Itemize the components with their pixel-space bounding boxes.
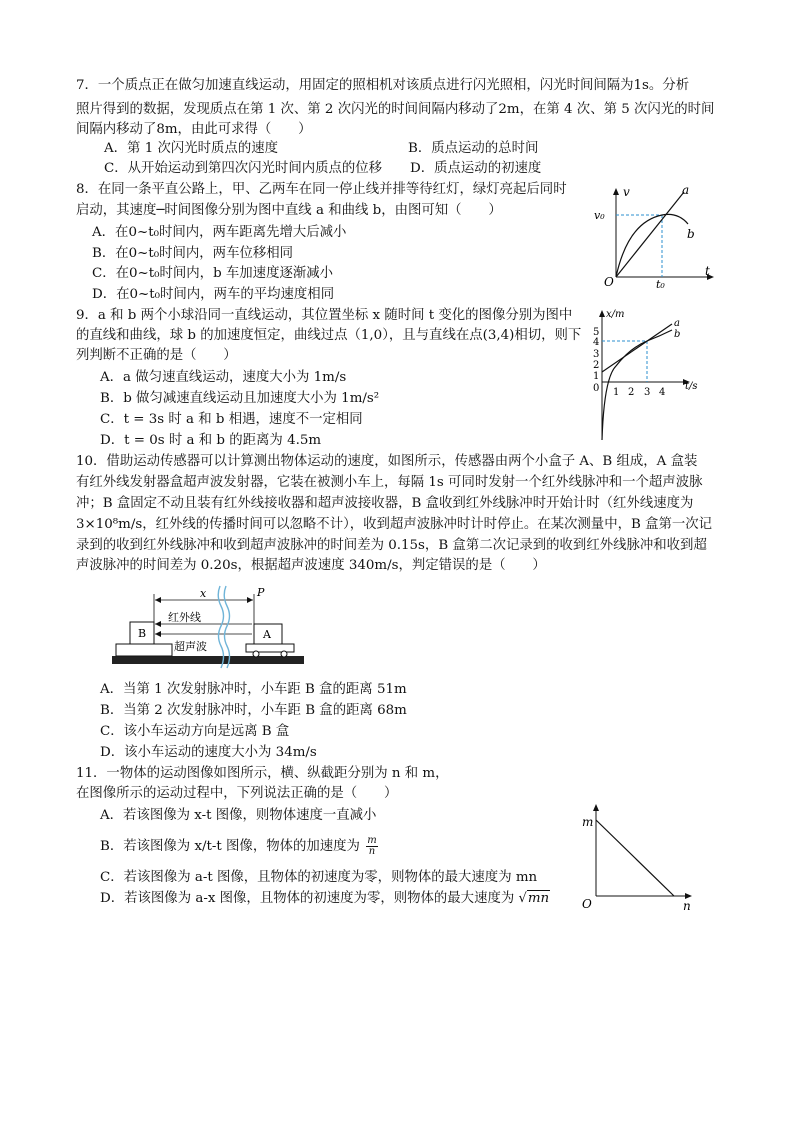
q11-b-numerator: m [367,835,377,846]
q9-xtick-1: 1 [613,387,620,398]
q8-t0-label: t₀ [656,278,665,290]
q10-ultrasonic-label: 超声波 [174,640,207,653]
q8-v-label: v [623,185,630,199]
q10-line-5: 录到的收到红外线脉冲和收到超声波脉冲的时间差为 0.15s，B 盒第二次记录到的收到红外线脉冲和收到超 [76,538,707,553]
q9-ytick-3: 3 [593,349,600,360]
q11-option-d-text: D．若该图像为 a-x 图像，且物体的初速度为零，则物体的最大速度为 [100,891,515,906]
q11-line-2: 在图像所示的运动过程中，下列说法正确的是（ ） [76,786,398,801]
q10-infrared-arrow [155,621,161,627]
q11-y-arrow [593,804,599,811]
q8-option-d: D．在0~t₀时间内，两车的平均速度相同 [92,287,335,302]
q11-sqrt-radicand: mn [527,891,550,906]
q8-line-a [616,192,684,277]
q10-sensor-figure [108,584,308,670]
q10-break-line-2 [224,586,229,668]
q8-origin-label: O [604,275,614,289]
q11-sqrt-sign: √ [518,891,527,906]
q9-x-label: x/m [606,309,625,320]
q8-vt-graph [590,182,720,290]
q10-infrared-label: 红外线 [168,611,201,624]
q10-option-c: C．该小车运动方向是远离 B 盒 [100,724,290,739]
q7-option-d: D．质点运动的初速度 [410,161,542,176]
q10-option-b: B．当第 2 次发射脉冲时，小车距 B 盒的距离 68m [100,703,407,718]
q10-line-4: 3×10⁸m/s，红外线的传播时间可以忽略不计），收到超声波脉冲时计时停止。在某次测量中，B 盒第一次记 [76,517,713,532]
q9-line-a [602,324,672,372]
q10-wheel-2 [281,651,287,657]
q11-option-b [100,836,378,857]
q10-ultrasonic-arrow [155,631,161,637]
q10-car [246,644,294,652]
q11-option-d [100,889,550,909]
q7-option-c: C．从开始运动到第四次闪光时间内质点的位移 [104,161,383,176]
q11-option-c: C．若该图像为 a-t 图像，且物体的初速度为零，则物体的最大速度为 mn [100,870,538,885]
q9-b-label: b [674,329,681,340]
q11-option-b-text: B．若该图像为 x/t-t 图像，物体的加速度为 [100,839,360,854]
q8-curve-b [616,214,688,277]
q9-ytick-4: 4 [593,337,600,348]
q11-graph [576,800,700,912]
q10-box-b-base [116,644,172,656]
q10-box-b-label: B [138,627,147,640]
q10-line-6: 声波脉冲的时间差为 0.20s，根据超声波速度 340m/s，判定错误的是（ ） [76,558,546,573]
q11-b-denominator: n [368,846,376,857]
q9-a-label: a [674,318,680,329]
q8-option-a: A．在0~t₀时间内，两车距离先增大后减小 [92,225,347,240]
q11-line-1: 11．一物体的运动图像如图所示，横、纵截距分别为 n 和 m， [76,766,449,781]
q9-ytick-5: 5 [593,327,600,338]
q9-option-a: A．a 做匀速直线运动，速度大小为 1m/s [100,370,347,385]
q11-option-a: A．若该图像为 x-t 图像，则物体速度一直减小 [100,808,377,823]
q9-option-d: D．t = 0s 时 a 和 b 的距离为 4.5m [100,433,322,448]
q9-xt-graph [586,306,706,444]
q8-a-label: a [682,183,690,197]
q7-option-b: B．质点运动的总时间 [408,141,539,156]
q10-box-a-label: A [263,628,271,641]
q9-line-1: 9．a 和 b 两个小球沿同一直线运动，其位置坐标 x 随时间 t 变化的图像分别为图中 [76,308,573,323]
q8-line-1: 8．在同一条平直公路上，甲、乙两车在同一停止线并排等待红灯，绿灯亮起后同时 [76,182,567,197]
q9-xtick-2: 2 [628,387,635,398]
q9-xtick-3: 3 [644,387,651,398]
q8-b-label: b [687,227,695,241]
q7-line-2: 照片得到的数据，发现质点在第 1 次、第 2 次闪光的时间间隔内移动了2m，在第 4 次、第 5 次闪光的时间 [76,102,715,117]
q9-xtick-4: 4 [659,387,666,398]
q8-t-label: t [705,264,710,278]
q10-ground [112,656,304,664]
q10-x-arrow-right [247,597,253,603]
q10-wheel-1 [253,651,259,657]
q10-line-1: 10．借助运动传感器可以计算测出物体运动的速度，如图所示，传感器由两个小盒子 A、B 组成，A 盒装 [76,454,698,469]
q7-line-3: 间隔内移动了8m，由此可求得（ ） [76,122,312,137]
q9-ytick-0: 0 [593,383,600,394]
q10-p-label: P [257,586,265,599]
q10-x-label: x [200,587,207,600]
q9-option-b: B．b 做匀减速直线运动且加速度大小为 1m/s² [100,391,380,406]
q10-line-3: 冲；B 盒固定不动且装有红外线接收器和超声波接收器，B 盒收到红外线脉冲时开始计时（红外线速度为 [76,496,694,511]
q8-option-b: B．在0~t₀时间内，两车位移相同 [92,246,294,261]
q8-v0-label: v₀ [594,209,605,222]
q9-curve-b [602,330,672,440]
q8-v-arrow [613,188,619,195]
q11-n-label: n [683,899,691,912]
q7-option-a: A．第 1 次闪光时质点的速度 [104,141,278,156]
q9-ytick-2: 2 [593,360,600,371]
q10-option-a: A．当第 1 次发射脉冲时，小车距 B 盒的距离 51m [100,682,407,697]
q10-x-arrow-left [155,597,161,603]
q10-break-line-1 [218,586,223,668]
q9-line-3: 列判断不正确的是（ ） [76,348,237,363]
q11-origin-label: O [582,897,592,911]
q11-m-label: m [582,815,594,829]
q9-ytick-1: 1 [593,371,600,382]
q9-line-2: 的直线和曲线，球 b 的加速度恒定，曲线过点（1,0），且与直线在点(3,4)相切，则下 [76,328,582,343]
q9-t-label: t/s [685,381,698,392]
q10-option-d: D．该小车运动的速度大小为 34m/s [100,745,317,760]
q11-b-fraction [366,836,377,857]
q11-graph-line [596,820,674,896]
q9-option-c: C．t = 3s 时 a 和 b 相遇，速度不一定相同 [100,412,363,427]
q8-line-2: 启动，其速度─时间图像分别为图中直线 a 和曲线 b，由图可知（ ） [76,203,502,218]
q8-option-c: C．在0~t₀时间内，b 车加速度逐渐减小 [92,266,334,281]
q9-x-arrow [599,310,605,317]
q7-line-1: 7．一个质点正在做匀加速直线运动，用固定的照相机对该质点进行闪光照相，闪光时间间隔为1s。分析 [76,78,690,93]
q10-line-2: 有红外线发射器盒超声波发射器，它装在被测小车上，每隔 1s 可同时发射一个红外线脉冲和一个超声波脉 [76,475,703,490]
